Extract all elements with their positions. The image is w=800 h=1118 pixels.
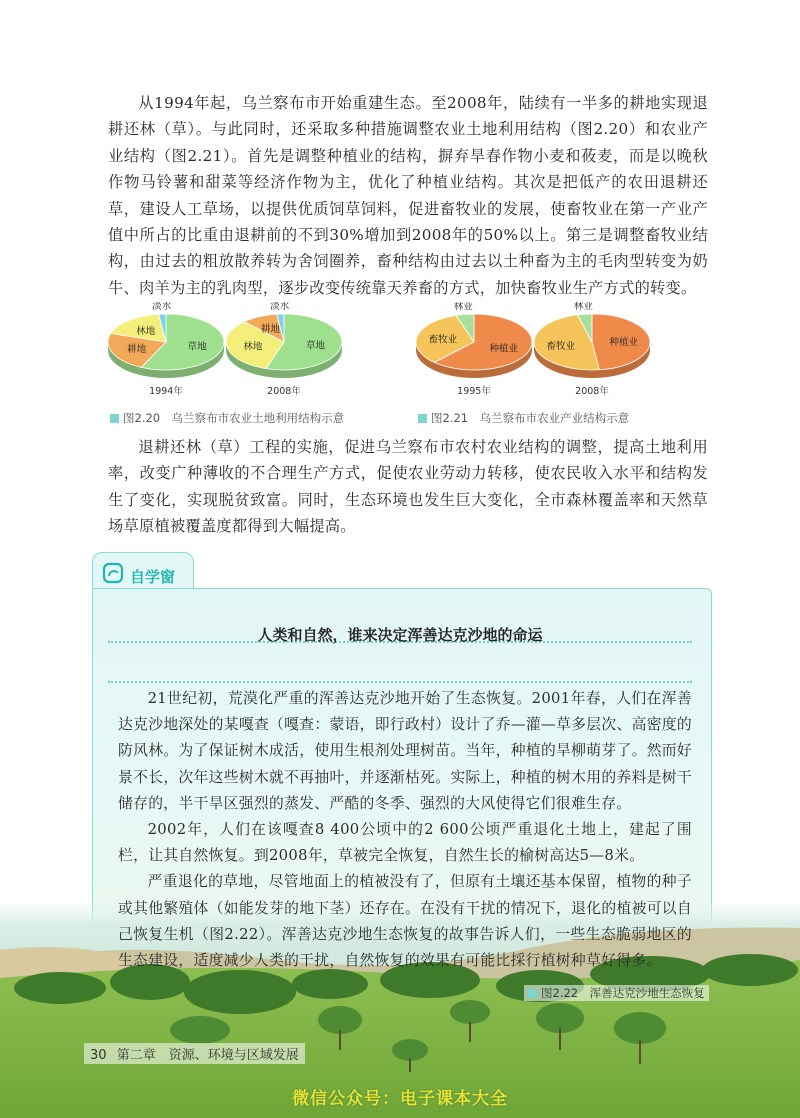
page-footer <box>84 1043 305 1064</box>
caption-square-icon <box>110 414 119 423</box>
pie-label: 草地 <box>305 340 326 352</box>
self-study-paragraph: 2002年，人们在该嘎查8 400公顷中的2 600公顷严重退化土地上，建起了围栏，让其自然恢复。到2008年，草被完全恢复，自然生长的榆树高达5—8米。 <box>118 821 692 865</box>
summary-paragraph: 退耕还林（草）工程的实施，促进乌兰察布市农村农业结构的调整，提高土地利用率，改变广种薄收的不合理生产方式，促使农业劳动力转移，使农民收入水平和结构发生了变化，实现脱贫致富。同时，生态环境也发生巨大变化，全市森林覆盖率和天然草场草原植被覆盖度都得到大幅提高。 <box>108 438 708 536</box>
self-study-label: 自学窗 <box>130 568 176 586</box>
intro-paragraph: 从1994年起，乌兰察布市开始重建生态。至2008年，陆续有一半多的耕地实现退耕还林（草）。与此同时，还采取多种措施调整农业土地利用结构（图2.20）和农业产业结构（图2.21）。首先是调整种植业的结构，摒弃旱春作物小麦和莜麦，而是以晚秋作物马铃薯和甜菜等经济作物为主，优化了种植业结构。其次是把低产的农田退耕还草，建设人工草场，以提供优质饲草饲料，促进畜牧业的发展，使畜牧业在第一产业产值中所占的比重由退耕前的不到30%增加到2008年的50%以上。第三是调整畜牧业结构，由过去的粗放散养转为舍饲圈养，畜种结构由过去以土种畜为主的毛肉型转变为奶牛、肉羊为主的乳肉型，逐步改变传统靠天养畜的方式，加快畜牧业生产方式的转变。 <box>108 94 708 297</box>
figure-2-22-caption: 图2.22 浑善达克沙地生态恢复 <box>524 985 709 1001</box>
chapter-title: 第二章 资源、环境与区域发展 <box>116 1048 299 1063</box>
title-divider-bottom <box>108 681 692 683</box>
self-study-title: 人类和自然，谁来决定浑善达克沙地的命运 <box>257 626 543 644</box>
figure-2-21-caption: 图2.21 乌兰察布市农业产业结构示意 <box>418 410 629 426</box>
pie-year-label: 2008年 <box>267 386 301 397</box>
pie-label: 林地 <box>243 341 263 353</box>
pie-label: 林业 <box>453 302 473 313</box>
caption-square-icon <box>528 989 537 998</box>
self-study-icon <box>102 562 124 584</box>
intro-text <box>108 90 708 301</box>
pie-label: 畜牧业 <box>546 340 575 352</box>
pie-label: 林业 <box>573 302 593 313</box>
self-study-paragraph: 21世纪初，荒漠化严重的浑善达克沙地开始了生态恢复。2001年春，人们在浑善达克沙地深处的某嘎查（嘎查：蒙语，即行政村）设计了乔—灌—草多层次、高密度的防风林。为了保证树木成活，使用生根剂处理树苗。当年，种植的旱柳萌芽了。然而好景不长，次年这些树木就不再抽叶，并逐渐枯死。实际上，种植的树木用的养料是树干储存的，半干旱区强烈的蒸发、严酷的冬季、强烈的大风使得它们很难生存。 <box>118 690 692 812</box>
pie-year-label: 1994年 <box>149 386 183 397</box>
watermark: 微信公众号：电子课本大全 <box>292 1089 508 1109</box>
pie-label: 耕地 <box>260 324 280 336</box>
pie-label: 种植业 <box>489 343 518 355</box>
pie-charts <box>100 302 720 407</box>
pie-year-label: 1995年 <box>457 386 491 397</box>
pie-label: 畜牧业 <box>428 334 458 346</box>
pie-label: 淡水 <box>152 302 172 312</box>
summary-text <box>108 434 708 540</box>
self-study-body <box>118 686 692 974</box>
caption-square-icon <box>418 414 427 423</box>
pie-label: 草地 <box>187 341 207 353</box>
pie-label: 淡水 <box>270 302 290 312</box>
pie-label: 种植业 <box>609 337 639 348</box>
page-number: 30 <box>90 1048 107 1063</box>
pie-label: 林地 <box>136 326 156 338</box>
pie-label: 耕地 <box>127 344 147 356</box>
pie-year-label: 2008年 <box>575 386 609 397</box>
figure-2-20-caption: 图2.20 乌兰察布市农业土地利用结构示意 <box>110 410 344 426</box>
figures-row <box>100 302 720 442</box>
self-study-paragraph: 严重退化的草地，尽管地面上的植被没有了，但原有土壤还基本保留，植物的种子或其他繁殖体（如能发芽的地下茎）还存在。在没有干扰的情况下，退化的植被可以自己恢复生机（图2.22）。浑善达克沙地生态恢复的故事告诉人们，一些生态脆弱地区的生态建设，适度减少人类的干扰，自然恢复的效果有可能比採行植树种草好得多。 <box>118 873 692 970</box>
